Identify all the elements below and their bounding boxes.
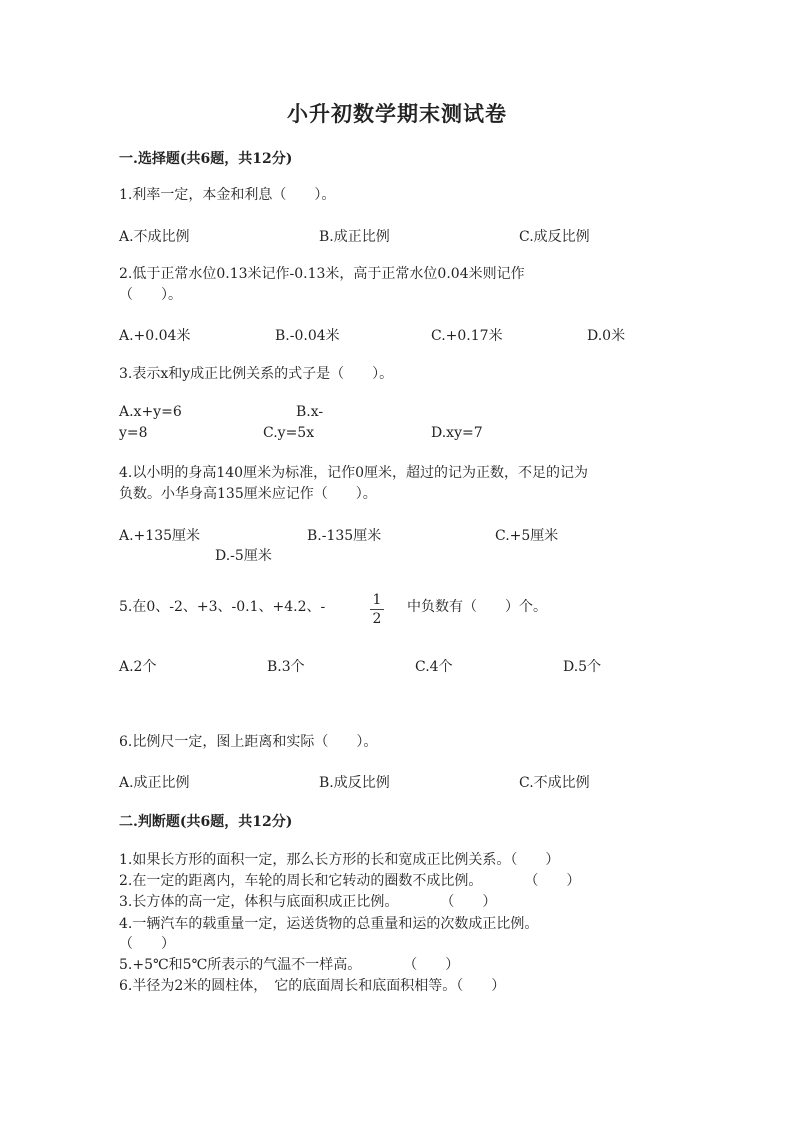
question-4-option-a: A.+135厘米 xyxy=(119,528,201,544)
question-2-option-c: C.+0.17米 xyxy=(431,328,503,344)
question-4-option-d: D.-5厘米 xyxy=(215,548,272,564)
question-2-option-a: A.+0.04米 xyxy=(119,328,191,344)
fraction-bar xyxy=(370,609,384,610)
judgement-item-2: 2.在一定的距离内，车轮的周长和它转动的圈数不成比例。 （ ） xyxy=(119,873,581,889)
question-2-option-d: D.0米 xyxy=(587,328,626,344)
judgement-item-1: 1.如果长方形的面积一定，那么长方形的长和宽成正比例关系。（ ） xyxy=(119,852,560,868)
page-title: 小升初数学期末测试卷 xyxy=(287,101,507,126)
question-1-option-a: A.不成比例 xyxy=(119,229,190,245)
judgement-item-4-continued: （ ） xyxy=(119,936,175,952)
question-5-option-b: B.3个 xyxy=(267,659,305,675)
question-4-stem-line2: 负数。小华身高135厘米应记作（ ）。 xyxy=(119,486,377,502)
question-3-option-b: B.x- xyxy=(296,404,324,420)
judgement-item-6: 6.半径为2米的圆柱体， 它的底面周长和底面积相等。（ ） xyxy=(119,978,506,994)
judgement-item-3: 3.长方体的高一定，体积与底面积成正比例。 （ ） xyxy=(119,894,497,910)
question-5-option-c: C.4个 xyxy=(415,659,453,675)
section-heading-judgement: 二.判断题(共6题，共12分) xyxy=(119,814,293,830)
question-5-option-d: D.5个 xyxy=(563,659,602,675)
fraction-numerator: 1 xyxy=(372,592,382,608)
fraction-denominator: 2 xyxy=(372,611,382,627)
question-6-option-b: B.成反比例 xyxy=(319,775,390,791)
question-5-option-a: A.2个 xyxy=(119,659,157,675)
question-1-stem: 1.利率一定，本金和利息（ ）。 xyxy=(119,187,336,203)
question-6-stem: 6.比例尺一定，图上距离和实际（ ）。 xyxy=(119,734,378,750)
question-1-option-c: C.成反比例 xyxy=(519,229,590,245)
question-3-option-d: D.xy=7 xyxy=(431,425,483,441)
question-3-option-a: A.x+y=6 xyxy=(119,404,182,420)
question-5-stem-after: 中负数有（ ）个。 xyxy=(407,599,547,615)
question-6-option-c: C.不成比例 xyxy=(519,775,590,791)
question-2-stem-line2: （ ）。 xyxy=(119,287,182,303)
question-5-stem-before: 5.在0、-2、+3、-0.1、+4.2、- xyxy=(119,599,326,615)
question-4-option-c: C.+5厘米 xyxy=(495,528,559,544)
question-3-option-c: C.y=5x xyxy=(263,425,315,441)
question-3-stem: 3.表示x和y成正比例关系的式子是（ ）。 xyxy=(119,366,394,382)
question-6-option-a: A.成正比例 xyxy=(119,775,190,791)
question-1-option-b: B.成正比例 xyxy=(319,229,390,245)
section-heading-choice: 一.选择题(共6题，共12分) xyxy=(119,151,293,167)
question-2-option-b: B.-0.04米 xyxy=(275,328,340,344)
question-5-fraction xyxy=(370,592,384,627)
question-4-option-b: B.-135厘米 xyxy=(307,528,382,544)
question-4-stem-line1: 4.以小明的身高140厘米为标准，记作0厘米，超过的记为正数，不足的记为 xyxy=(119,465,588,481)
question-3-option-b-continued: y=8 xyxy=(119,425,148,441)
judgement-item-5: 5.+5℃和5℃所表示的气温不一样高。 （ ） xyxy=(119,957,460,973)
question-2-stem-line1: 2.低于正常水位0.13米记作-0.13米，高于正常水位0.04米则记作 xyxy=(119,266,525,282)
judgement-item-4: 4.一辆汽车的载重量一定，运送货物的总重量和运的次数成正比例。 xyxy=(119,916,539,932)
